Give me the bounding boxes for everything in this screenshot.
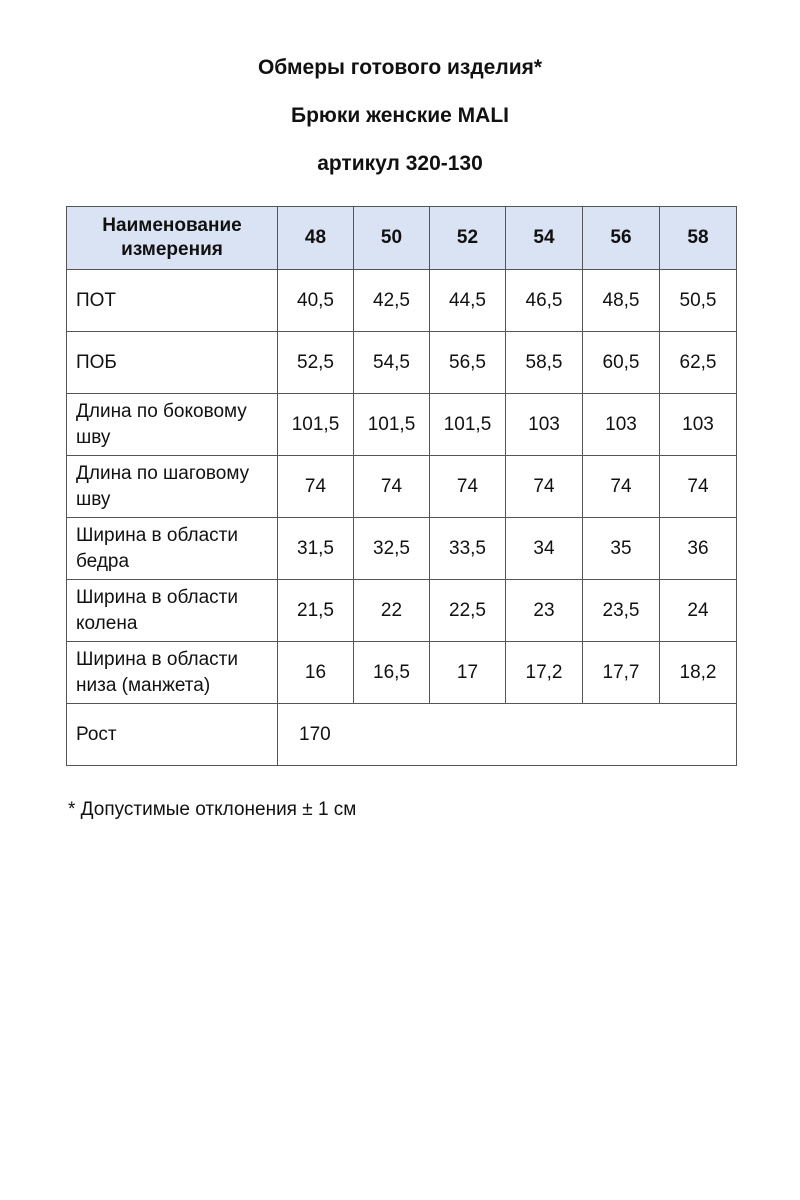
measurement-value: 21,5 [278,580,354,642]
measurement-value: 74 [506,456,583,518]
measurement-value: 74 [583,456,660,518]
measurement-value: 101,5 [430,394,506,456]
size-header: 54 [506,207,583,270]
table-row [67,518,737,580]
measurement-value: 101,5 [354,394,430,456]
size-header: 58 [660,207,737,270]
size-header: 50 [354,207,430,270]
measurement-name: Длина по шаговому шву [67,456,278,518]
measurement-value: 50,5 [660,270,737,332]
measurement-value: 23 [506,580,583,642]
table-row [67,456,737,518]
measurement-value: 40,5 [278,270,354,332]
measurement-value: 44,5 [430,270,506,332]
growth-label: Рост [67,704,278,766]
measurement-value: 52,5 [278,332,354,394]
measurement-value: 74 [354,456,430,518]
measurement-value: 17 [430,642,506,704]
measurement-value: 62,5 [660,332,737,394]
measurement-value: 18,2 [660,642,737,704]
measurement-value: 60,5 [583,332,660,394]
growth-value: 170 [278,704,737,766]
tolerance-footnote: * Допустимые отклонения ± 1 см [68,799,357,820]
document-title: Обмеры готового изделия* [257,56,543,79]
measurement-value: 42,5 [354,270,430,332]
measurement-value: 103 [583,394,660,456]
measurement-value: 22 [354,580,430,642]
growth-row [67,704,737,766]
table-row [67,394,737,456]
measurement-name: Ширина в области бедра [67,518,278,580]
measurement-value: 36 [660,518,737,580]
measurement-value: 17,7 [583,642,660,704]
measurement-value: 58,5 [506,332,583,394]
measurement-value: 56,5 [430,332,506,394]
size-header: 56 [583,207,660,270]
measurements-table [66,206,737,766]
measurement-name: Ширина в области низа (манжета) [67,642,278,704]
measurement-name: Длина по боковому шву [67,394,278,456]
measurement-value: 22,5 [430,580,506,642]
measurement-value: 48,5 [583,270,660,332]
measurement-value: 101,5 [278,394,354,456]
product-name: Брюки женские MALI [290,104,510,127]
size-header: 48 [278,207,354,270]
measurement-value: 16 [278,642,354,704]
measurement-name: ПОБ [67,332,278,394]
measurement-value: 46,5 [506,270,583,332]
measurement-value: 74 [278,456,354,518]
measurement-value: 24 [660,580,737,642]
measurement-value: 31,5 [278,518,354,580]
measurement-value: 103 [506,394,583,456]
measurement-name: ПОТ [67,270,278,332]
measurement-name-header: Наименование измерения [67,207,278,270]
table-row [67,642,737,704]
measurement-value: 16,5 [354,642,430,704]
measurement-value: 74 [660,456,737,518]
table-row [67,270,737,332]
measurement-value: 35 [583,518,660,580]
measurement-value: 34 [506,518,583,580]
table-header-row [67,207,737,270]
measurement-value: 32,5 [354,518,430,580]
measurement-value: 17,2 [506,642,583,704]
measurement-value: 23,5 [583,580,660,642]
measurement-value: 33,5 [430,518,506,580]
article-number: артикул 320-130 [317,152,483,175]
size-header: 52 [430,207,506,270]
measurement-value: 103 [660,394,737,456]
table-row [67,332,737,394]
measurement-value: 74 [430,456,506,518]
table-row [67,580,737,642]
measurement-name: Ширина в области колена [67,580,278,642]
measurement-value: 54,5 [354,332,430,394]
